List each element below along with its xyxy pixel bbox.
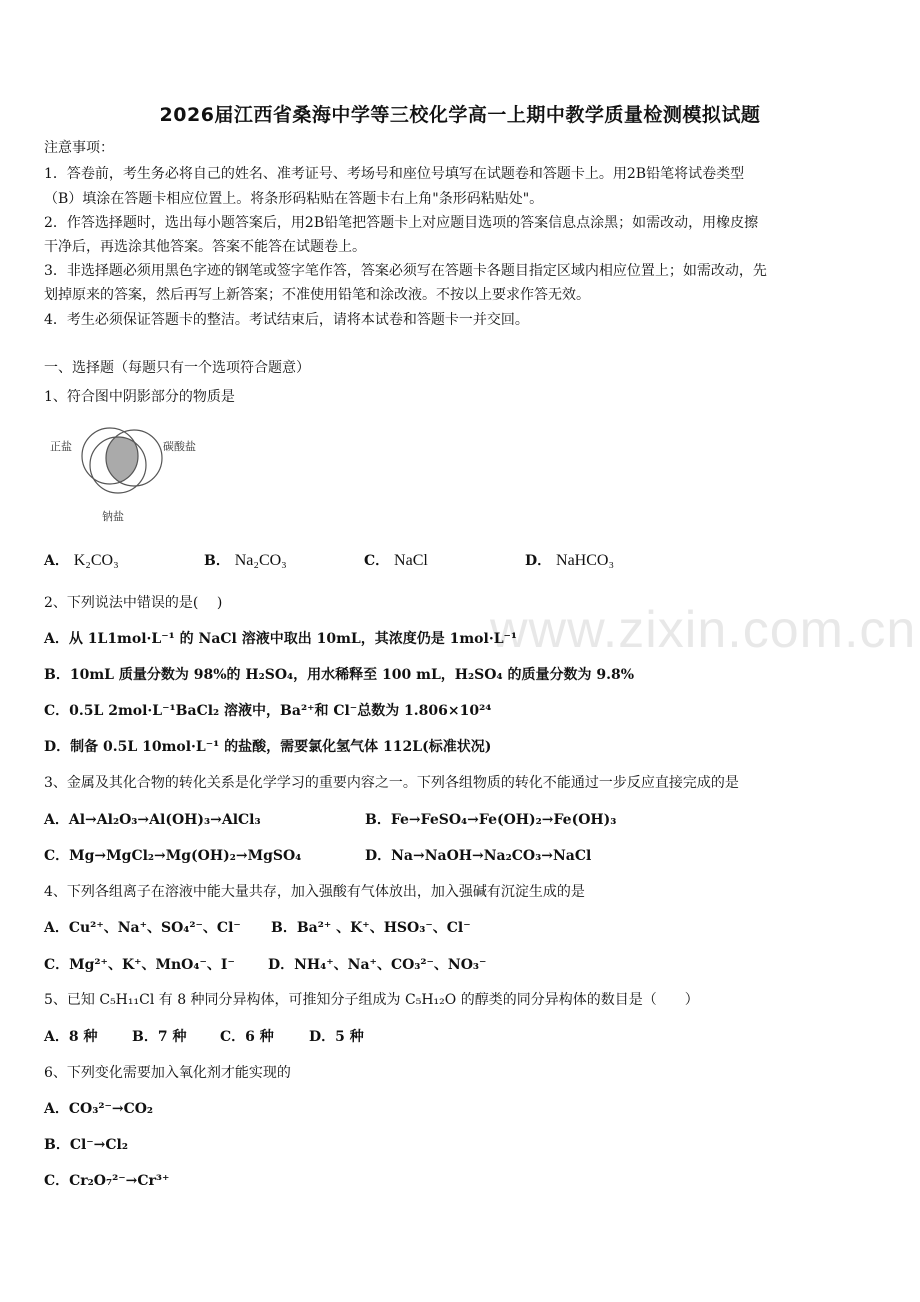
notice-line: 划掉原来的答案，然后再写上新答案；不准使用铅笔和涂改液。不按以上要求作答无效。 xyxy=(44,287,590,303)
notice-line: 4．考生必须保证答题卡的整洁。考试结束后，请将本试卷和答题卡一并交回。 xyxy=(44,312,529,328)
question-3-stem: 3、金属及其化合物的转化关系是化学学习的重要内容之一。下列各组物质的转化不能通过一步反应直接完成的是 xyxy=(44,775,739,791)
watermark: www.zixin.com.cn xyxy=(490,601,917,659)
option-label: B． xyxy=(204,553,230,569)
venn-label-right: 碳酸盐 xyxy=(163,440,196,453)
venn-label-left: 正盐 xyxy=(50,440,72,453)
option-label: A． xyxy=(44,553,69,569)
q1-option-c xyxy=(364,550,428,570)
q4-option-b: B．Ba²⁺ 、K⁺、HSO₃⁻、Cl⁻ xyxy=(271,920,471,936)
q6-option-c: C．Cr₂O₇²⁻→Cr³⁺ xyxy=(44,1173,170,1189)
q3-option-b: B．Fe→FeSO₄→Fe(OH)₂→Fe(OH)₃ xyxy=(365,812,617,828)
notice-line: 1．答卷前，考生务必将自己的姓名、准考证号、考场号和座位号填写在试题卷和答题卡上。用2B铅笔将试卷类型 xyxy=(44,166,745,182)
question-6-stem: 6、下列变化需要加入氧化剂才能实现的 xyxy=(44,1065,291,1081)
option-label: C． xyxy=(364,553,390,569)
q6-option-a: A．CO₃²⁻→CO₂ xyxy=(44,1101,154,1117)
option-value: Na₂CO₃ xyxy=(234,552,287,569)
q3-option-a: A．Al→Al₂O₃→Al(OH)₃→AlCl₃ xyxy=(44,812,261,828)
notice-heading: 注意事项： xyxy=(44,140,114,156)
question-2-stem: 2、下列说法中错误的是( ) xyxy=(44,595,223,611)
q3-option-d: D．Na→NaOH→Na₂CO₃→NaCl xyxy=(365,848,592,864)
q2-option-b: B．10mL 质量分数为 98%的 H₂SO₄，用水稀释至 100 mL，H₂SO₄ 的质量分数为 9.8% xyxy=(44,667,635,683)
q5-option-c: C．6 种 xyxy=(220,1029,274,1045)
q2-option-a: A．从 1L1mol·L⁻¹ 的 NaCl 溶液中取出 10mL，其浓度仍是 1mol·L⁻¹ xyxy=(44,631,518,647)
option-value: NaCl xyxy=(394,552,428,569)
section-heading: 一、选择题（每题只有一个选项符合题意） xyxy=(44,360,310,376)
q5-option-d: D．5 种 xyxy=(309,1029,364,1045)
q5-option-b: B．7 种 xyxy=(132,1029,187,1045)
q2-option-d: D．制备 0.5L 10mol·L⁻¹ 的盐酸，需要氯化氢气体 112L(标准状况) xyxy=(44,739,492,755)
notice-line: 3．非选择题必须用黑色字迹的钢笔或签字笔作答，答案必须写在答题卡各题目指定区域内相应位置上；如需改动，先 xyxy=(44,263,767,279)
option-value: K₂CO₃ xyxy=(73,552,119,569)
q3-option-c: C．Mg→MgCl₂→Mg(OH)₂→MgSO₄ xyxy=(44,848,302,864)
q5-option-a: A．8 种 xyxy=(44,1029,98,1045)
question-1-stem: 1、符合图中阴影部分的物质是 xyxy=(44,389,235,405)
question-5-stem: 5、已知 C₅H₁₁Cl 有 8 种同分异构体，可推知分子组成为 C₅H₁₂O 的醇类的同分异构体的数目是（ ） xyxy=(44,992,699,1008)
option-value: NaHCO₃ xyxy=(556,552,615,569)
q4-option-d: D．NH₄⁺、Na⁺、CO₃²⁻、NO₃⁻ xyxy=(268,957,487,973)
q1-option-a xyxy=(44,550,119,570)
venn-diagram xyxy=(44,418,224,528)
q4-option-a: A．Cu²⁺、Na⁺、SO₄²⁻、Cl⁻ xyxy=(44,920,241,936)
option-label: D． xyxy=(525,553,552,569)
q2-option-c: C．0.5L 2mol·L⁻¹BaCl₂ 溶液中，Ba²⁺和 Cl⁻总数为 1.806×10²⁴ xyxy=(44,703,492,719)
notice-line: （B）填涂在答题卡相应位置上。将条形码粘贴在答题卡右上角"条形码粘贴处"。 xyxy=(44,191,544,207)
venn-label-bottom: 钠盐 xyxy=(102,510,124,523)
q1-option-d xyxy=(525,550,614,570)
question-4-stem: 4、下列各组离子在溶液中能大量共存，加入强酸有气体放出，加入强碱有沉淀生成的是 xyxy=(44,884,585,900)
notice-line: 2．作答选择题时，选出每小题答案后，用2B铅笔把答题卡上对应题目选项的答案信息点涂黑；如需改动，用橡皮擦 xyxy=(44,215,759,231)
q6-option-b: B．Cl⁻→Cl₂ xyxy=(44,1137,129,1153)
q1-option-b xyxy=(204,550,287,570)
notice-line: 干净后，再选涂其他答案。答案不能答在试题卷上。 xyxy=(44,239,366,255)
page-title: 2026届江西省桑海中学等三校化学高一上期中教学质量检测模拟试题 xyxy=(159,104,761,126)
q4-option-c: C．Mg²⁺、K⁺、MnO₄⁻、I⁻ xyxy=(44,957,235,973)
